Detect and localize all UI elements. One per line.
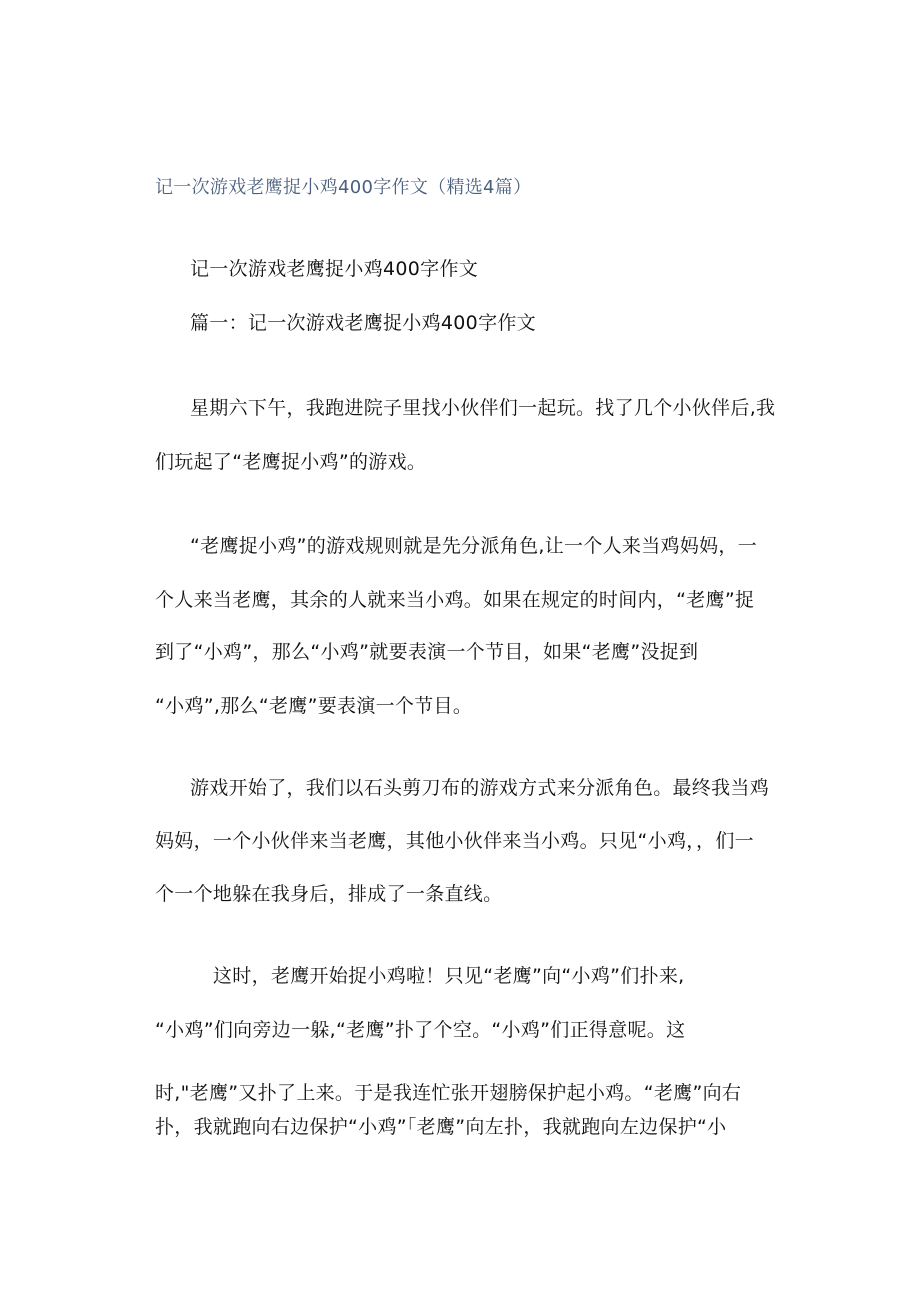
- paragraph-line: “老鹰捉小鸡”的游戏规则就是先分派角色,让一个人来当鸡妈妈，一: [190, 535, 758, 557]
- paragraph-line: 这时，老鹰开始捉小鸡啦！只见“老鹰”向“小鸡”们扑来,: [213, 965, 685, 987]
- paragraph-line: 扑，我就跑向右边保护“小鸡”「老鹰”向左扑，我就跑向左边保护“小: [155, 1116, 727, 1138]
- essay-heading: 记一次游戏老鹰捉小鸡400字作文: [190, 258, 479, 280]
- paragraph-line: 们玩起了“老鹰捉小鸡”的游戏。: [155, 451, 427, 473]
- paragraph-line: 个一个地躲在我身后，排成了一条直线。: [155, 883, 503, 905]
- paragraph-line: “小鸡”,那么“老鹰”要表演一个节目。: [155, 695, 473, 717]
- paragraph-line: 游戏开始了，我们以石头剪刀布的游戏方式来分派角色。最终我当鸡: [190, 777, 770, 799]
- paragraph-line: “小鸡”们向旁边一躲,“老鹰”扑了个空。“小鸡”们正得意呢。这: [155, 1019, 686, 1041]
- paragraph-line: 到了“小鸡”，那么“小鸡”就要表演一个节目，如果“老鹰”没捉到: [155, 641, 699, 663]
- paragraph-line: 妈妈，一个小伙伴来当老鹰，其他小伙伴来当小鸡。只见“小鸡，，们一: [155, 830, 754, 852]
- paragraph-line: 星期六下午，我跑进院子里找小伙伴们一起玩。找了几个小伙伴后,我: [190, 397, 776, 419]
- paragraph-line: 时,"老鹰”又扑了上来。于是我连忙张开翅膀保护起小鸡。“老鹰”向右: [155, 1082, 742, 1104]
- section-title: 篇一：记一次游戏老鹰捉小鸡400字作文: [190, 312, 536, 334]
- paragraph-line: 个人来当老鹰，其余的人就来当小鸡。如果在规定的时间内，“老鹰”捉: [155, 589, 755, 611]
- document-title: 记一次游戏老鹰捉小鸡400字作文（精选4篇）: [155, 177, 532, 198]
